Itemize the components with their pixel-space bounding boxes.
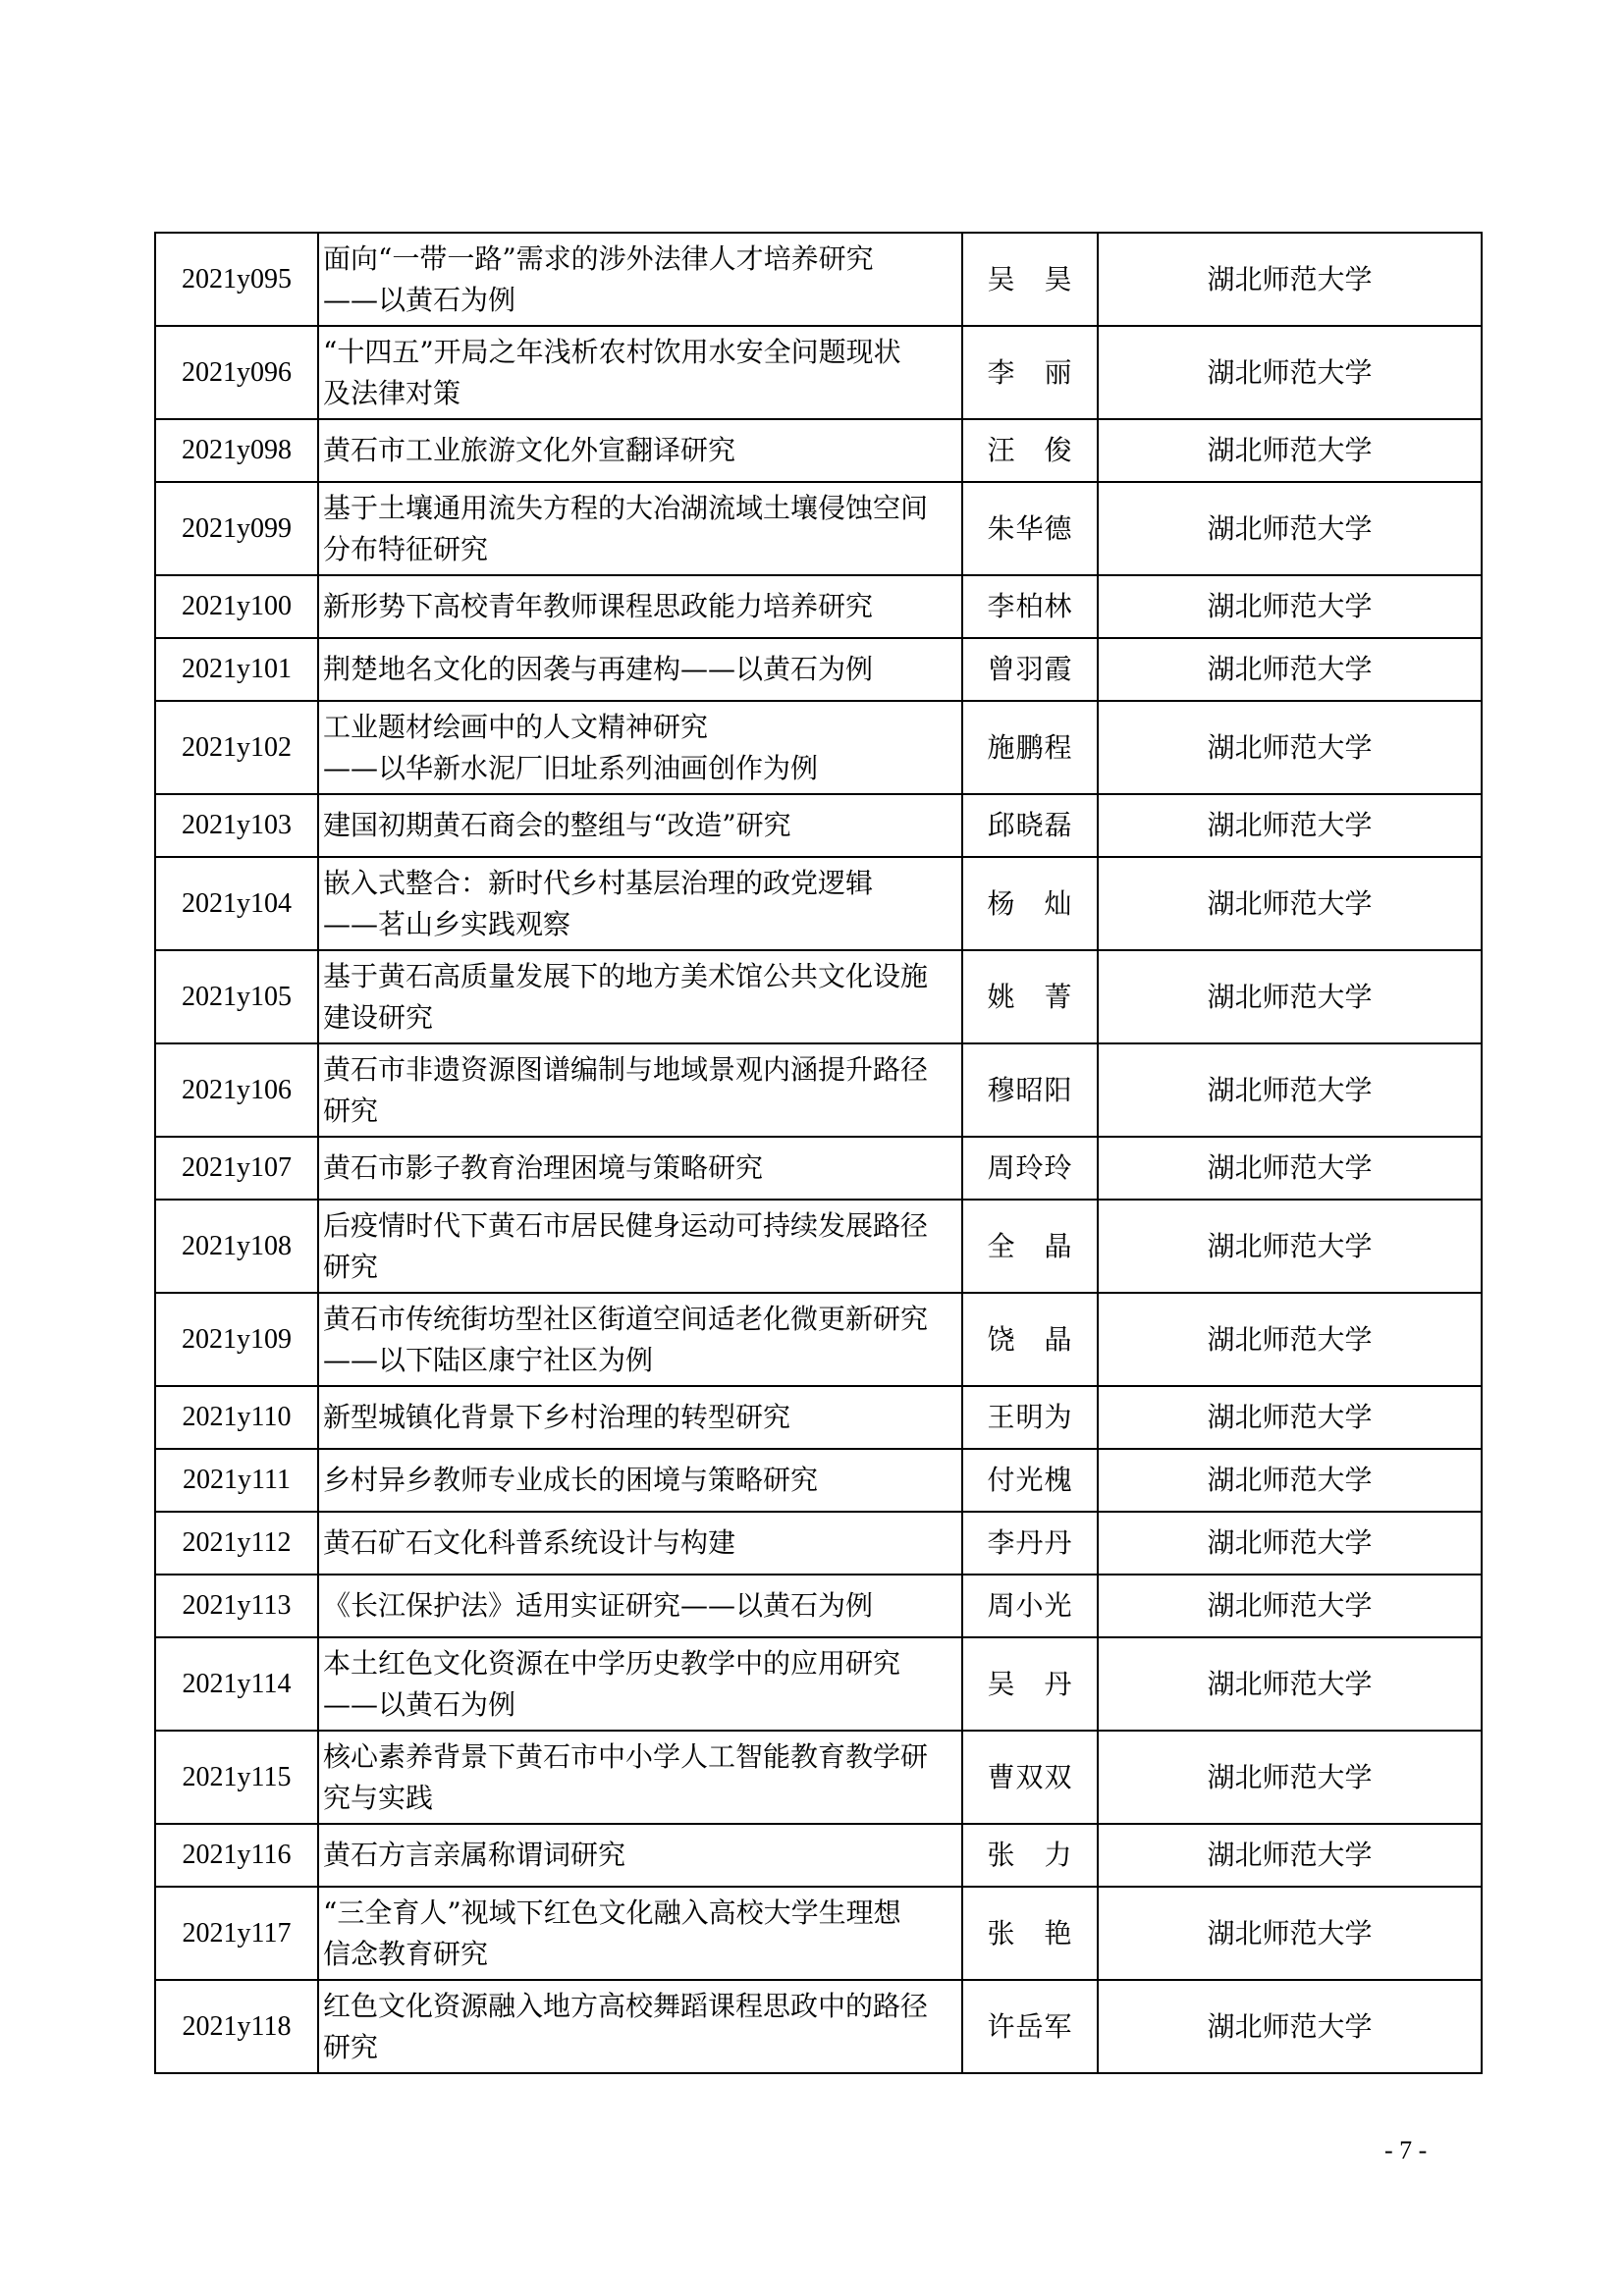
organization-cell: 湖北师范大学 [1098,701,1482,794]
organization-cell: 湖北师范大学 [1098,1637,1482,1731]
table-row [155,419,1482,482]
principal-name-cell: 施鹏程 [962,701,1098,794]
project-title-cell [318,1200,962,1293]
organization-cell: 湖北师范大学 [1098,1200,1482,1293]
project-title-cell [318,701,962,794]
project-title-line: 研究 [323,1250,379,1283]
project-title-line: 究与实践 [323,1781,434,1814]
principal-name-cell: 张 力 [962,1824,1098,1887]
project-title-line: 本土红色文化资源在中学历史教学中的应用研究 [323,1646,901,1680]
table-row [155,575,1482,638]
organization-cell: 湖北师范大学 [1098,1731,1482,1824]
project-title-cell [318,1731,962,1824]
organization-cell: 湖北师范大学 [1098,1043,1482,1137]
project-title-cell [318,1137,962,1200]
project-id-cell: 2021y112 [155,1512,318,1575]
principal-name-cell: 周玲玲 [962,1137,1098,1200]
project-title-line: 红色文化资源融入地方高校舞蹈课程思政中的路径 [323,1989,929,2022]
project-title-line: 分布特征研究 [323,532,489,565]
project-title-cell [318,1512,962,1575]
project-title-line: 黄石方言亲属称谓词研究 [323,1839,626,1871]
project-title-line: 基于黄石高质量发展下的地方美术馆公共文化设施 [323,959,929,992]
project-title-line: 研究 [323,1094,379,1127]
project-title-line: 建设研究 [323,1000,434,1034]
table-row [155,1824,1482,1887]
project-title-line: 嵌入式整合：新时代乡村基层治理的政党逻辑 [323,866,874,899]
table-row [155,794,1482,857]
project-title-line: 信念教育研究 [323,1937,489,1970]
table-row [155,638,1482,701]
organization-cell: 湖北师范大学 [1098,1449,1482,1512]
principal-name-cell: 吴 丹 [962,1637,1098,1731]
project-title-line: ——以下陆区康宁社区为例 [323,1343,654,1376]
table-row [155,1200,1482,1293]
project-title-line: ——以黄石为例 [323,1687,516,1721]
organization-cell: 湖北师范大学 [1098,950,1482,1043]
project-id-cell: 2021y115 [155,1731,318,1824]
principal-name-cell: 饶 晶 [962,1293,1098,1386]
project-title-line: “十四五”开局之年浅析农村饮用水安全问题现状 [323,335,901,368]
table-row [155,1637,1482,1731]
principal-name-cell: 周小光 [962,1575,1098,1637]
project-title-line: 后疫情时代下黄石市居民健身运动可持续发展路径 [323,1208,929,1242]
project-title-cell [318,1887,962,1980]
project-id-cell: 2021y095 [155,233,318,326]
project-id-cell: 2021y104 [155,857,318,950]
project-id-cell: 2021y107 [155,1137,318,1200]
project-title-cell [318,1575,962,1637]
project-title-line: 荆楚地名文化的因袭与再建构——以黄石为例 [323,653,874,685]
organization-cell: 湖北师范大学 [1098,1386,1482,1449]
project-id-cell: 2021y109 [155,1293,318,1386]
project-id-cell: 2021y100 [155,575,318,638]
project-title-cell [318,1980,962,2073]
table-row [155,950,1482,1043]
principal-name-cell: 杨 灿 [962,857,1098,950]
project-title-cell [318,638,962,701]
principal-name-cell: 许岳军 [962,1980,1098,2073]
principal-name-cell: 李丹丹 [962,1512,1098,1575]
project-id-cell: 2021y114 [155,1637,318,1731]
project-id-cell: 2021y108 [155,1200,318,1293]
project-id-cell: 2021y096 [155,326,318,419]
principal-name-cell: 朱华德 [962,482,1098,575]
principal-name-cell: 付光槐 [962,1449,1098,1512]
organization-cell: 湖北师范大学 [1098,638,1482,701]
organization-cell: 湖北师范大学 [1098,1980,1482,2073]
project-id-cell: 2021y103 [155,794,318,857]
organization-cell: 湖北师范大学 [1098,857,1482,950]
project-title-cell [318,419,962,482]
table-row [155,1386,1482,1449]
table-row [155,1575,1482,1637]
organization-cell: 湖北师范大学 [1098,482,1482,575]
project-title-line: 黄石市非遗资源图谱编制与地域景观内涵提升路径 [323,1052,929,1086]
organization-cell: 湖北师范大学 [1098,794,1482,857]
table-row [155,1512,1482,1575]
project-title-line: 研究 [323,2030,379,2063]
project-title-line: 建国初期黄石商会的整组与“改造”研究 [323,809,791,841]
principal-name-cell: 吴 昊 [962,233,1098,326]
organization-cell: 湖北师范大学 [1098,233,1482,326]
project-title-line: 黄石市影子教育治理困境与策略研究 [323,1151,764,1184]
principal-name-cell: 汪 俊 [962,419,1098,482]
project-title-cell [318,794,962,857]
project-table-body [155,233,1482,2073]
organization-cell: 湖北师范大学 [1098,1137,1482,1200]
project-title-cell [318,857,962,950]
project-id-cell: 2021y105 [155,950,318,1043]
table-row [155,1137,1482,1200]
table-row [155,1980,1482,2073]
organization-cell: 湖北师范大学 [1098,575,1482,638]
table-row [155,1449,1482,1512]
organization-cell: 湖北师范大学 [1098,1575,1482,1637]
organization-cell: 湖北师范大学 [1098,1887,1482,1980]
principal-name-cell: 穆昭阳 [962,1043,1098,1137]
project-title-line: 新型城镇化背景下乡村治理的转型研究 [323,1401,791,1433]
project-title-line: 黄石市传统街坊型社区街道空间适老化微更新研究 [323,1302,929,1335]
project-title-cell [318,1293,962,1386]
principal-name-cell: 邱晓磊 [962,794,1098,857]
principal-name-cell: 全 晶 [962,1200,1098,1293]
table-row [155,482,1482,575]
project-title-line: ——以黄石为例 [323,283,516,316]
project-title-line: 核心素养背景下黄石市中小学人工智能教育教学研 [323,1739,929,1773]
project-title-line: 基于土壤通用流失方程的大冶湖流域土壤侵蚀空间 [323,491,929,524]
project-id-cell: 2021y106 [155,1043,318,1137]
project-id-cell: 2021y101 [155,638,318,701]
project-title-line: ——以华新水泥厂旧址系列油画创作为例 [323,751,819,784]
project-id-cell: 2021y116 [155,1824,318,1887]
project-title-cell [318,233,962,326]
project-id-cell: 2021y102 [155,701,318,794]
project-id-cell: 2021y113 [155,1575,318,1637]
table-row [155,1887,1482,1980]
project-id-cell: 2021y110 [155,1386,318,1449]
organization-cell: 湖北师范大学 [1098,326,1482,419]
project-title-cell [318,326,962,419]
table-row [155,701,1482,794]
principal-name-cell: 曹双双 [962,1731,1098,1824]
principal-name-cell: 姚 菁 [962,950,1098,1043]
project-id-cell: 2021y118 [155,1980,318,2073]
organization-cell: 湖北师范大学 [1098,1824,1482,1887]
organization-cell: 湖北师范大学 [1098,419,1482,482]
project-title-line: 及法律对策 [323,376,461,409]
table-row [155,857,1482,950]
principal-name-cell: 曾羽霞 [962,638,1098,701]
principal-name-cell: 张 艳 [962,1887,1098,1980]
project-id-cell: 2021y098 [155,419,318,482]
project-title-line: 面向“一带一路”需求的涉外法律人才培养研究 [323,241,874,275]
project-title-cell [318,1043,962,1137]
table-row [155,326,1482,419]
project-title-line: 新形势下高校青年教师课程思政能力培养研究 [323,590,874,622]
project-title-line: 黄石市工业旅游文化外宣翻译研究 [323,434,736,466]
project-title-line: 《长江保护法》适用实证研究——以黄石为例 [323,1589,874,1622]
project-title-line: 工业题材绘画中的人文精神研究 [323,710,709,743]
project-title-cell [318,575,962,638]
table-row [155,1043,1482,1137]
project-title-cell [318,1824,962,1887]
principal-name-cell: 王明为 [962,1386,1098,1449]
project-title-cell [318,1386,962,1449]
project-id-cell: 2021y111 [155,1449,318,1512]
project-table [154,232,1483,2074]
project-title-cell [318,482,962,575]
table-row [155,1731,1482,1824]
project-title-line: ——茗山乡实践观察 [323,907,571,940]
table-row [155,1293,1482,1386]
project-title-cell [318,1449,962,1512]
project-id-cell: 2021y117 [155,1887,318,1980]
project-title-line: 黄石矿石文化科普系统设计与构建 [323,1526,736,1559]
organization-cell: 湖北师范大学 [1098,1293,1482,1386]
principal-name-cell: 李柏林 [962,575,1098,638]
principal-name-cell: 李 丽 [962,326,1098,419]
page-number: - 7 - [1384,2136,1428,2164]
project-title-line: 乡村异乡教师专业成长的困境与策略研究 [323,1464,819,1496]
project-title-line: “三全育人”视域下红色文化融入高校大学生理想 [323,1896,901,1929]
table-row [155,233,1482,326]
project-title-cell [318,1637,962,1731]
project-id-cell: 2021y099 [155,482,318,575]
project-title-cell [318,950,962,1043]
organization-cell: 湖北师范大学 [1098,1512,1482,1575]
